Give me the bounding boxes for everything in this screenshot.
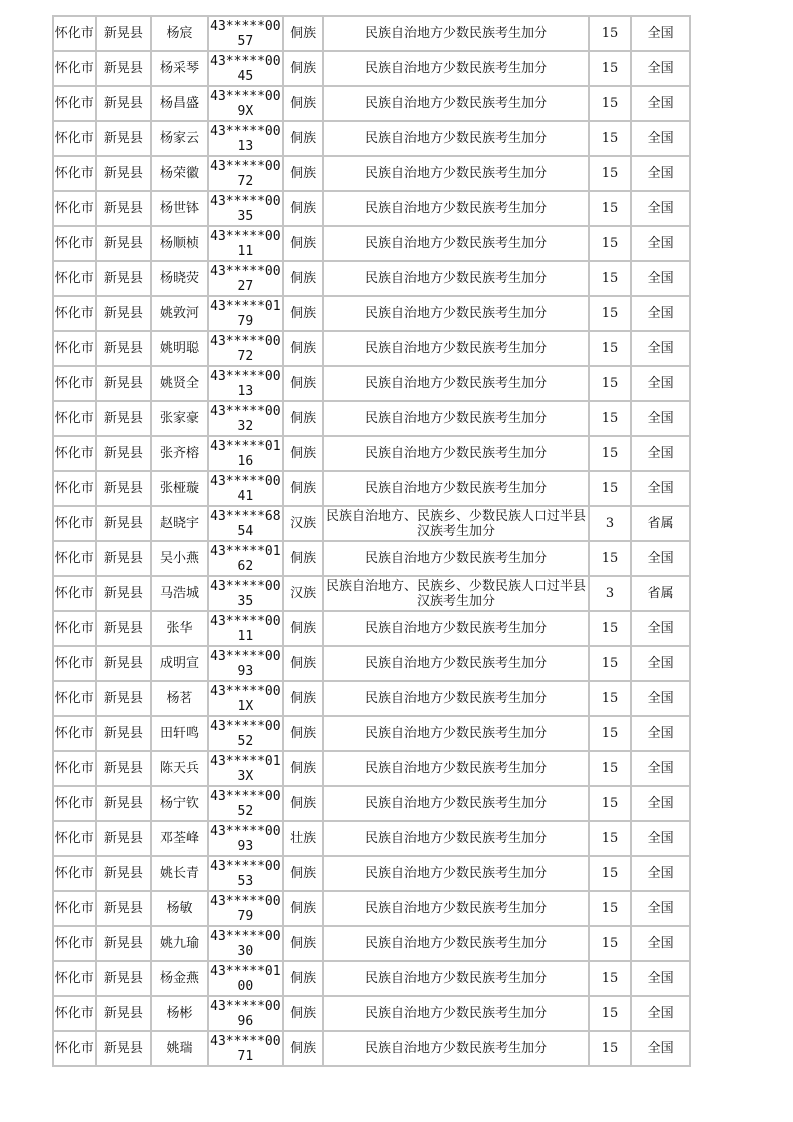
cell-bonus-reason: 民族自治地方少数民族考生加分 — [324, 542, 587, 575]
cell-ethnicity: 侗族 — [284, 87, 322, 120]
cell-ethnicity: 侗族 — [284, 262, 322, 295]
cell-bonus-points: 15 — [590, 227, 631, 260]
cell-bonus-reason: 民族自治地方少数民族考生加分 — [324, 52, 587, 85]
cell-name: 张华 — [152, 612, 207, 645]
cell-city: 怀化市 — [54, 87, 95, 120]
cell-bonus-points: 15 — [590, 367, 631, 400]
cell-county: 新晃县 — [97, 542, 151, 575]
cell-id-number: 43*****0027 — [210, 263, 281, 294]
cell-bonus-reason: 民族自治地方少数民族考生加分 — [324, 227, 587, 260]
cell-bonus-points: 3 — [590, 507, 631, 540]
cell-bonus-points: 15 — [590, 682, 631, 715]
cell-ethnicity: 侗族 — [284, 962, 322, 995]
cell-ethnicity: 侗族 — [284, 472, 322, 505]
cell-bonus-reason: 民族自治地方少数民族考生加分 — [324, 437, 587, 470]
cell-bonus-reason: 民族自治地方少数民族考生加分 — [324, 612, 587, 645]
table-row — [54, 367, 689, 400]
table-row — [54, 262, 689, 295]
cell-county: 新晃县 — [97, 122, 151, 155]
cell-city: 怀化市 — [54, 997, 95, 1030]
cell-id-number: 43*****0057 — [210, 18, 281, 49]
cell-bonus-points: 15 — [590, 437, 631, 470]
cell-scope: 全国 — [632, 1032, 689, 1065]
cell-name: 杨彬 — [152, 997, 207, 1030]
cell-bonus-points: 15 — [590, 752, 631, 785]
cell-county: 新晃县 — [97, 297, 151, 330]
cell-id-number: 43*****0013 — [210, 368, 281, 399]
table-row — [54, 857, 689, 890]
cell-bonus-reason: 民族自治地方少数民族考生加分 — [324, 1032, 587, 1065]
cell-id-number: 43*****0100 — [210, 963, 281, 994]
cell-ethnicity: 侗族 — [284, 927, 322, 960]
cell-ethnicity: 侗族 — [284, 17, 322, 50]
cell-scope: 全国 — [632, 52, 689, 85]
table-row — [54, 122, 689, 155]
cell-county: 新晃县 — [97, 1032, 151, 1065]
cell-county: 新晃县 — [97, 402, 151, 435]
cell-bonus-reason: 民族自治地方少数民族考生加分 — [324, 787, 587, 820]
cell-name: 张家豪 — [152, 402, 207, 435]
cell-scope: 全国 — [632, 542, 689, 575]
bonus-points-table-page — [52, 15, 691, 1067]
cell-id-number: 43*****0093 — [210, 648, 281, 679]
cell-id-number: 43*****0093 — [210, 823, 281, 854]
cell-name: 杨宁钦 — [152, 787, 207, 820]
cell-name: 张桠璇 — [152, 472, 207, 505]
bonus-points-table — [52, 15, 691, 1067]
table-row — [54, 402, 689, 435]
cell-name: 杨金燕 — [152, 962, 207, 995]
cell-city: 怀化市 — [54, 927, 95, 960]
cell-city: 怀化市 — [54, 437, 95, 470]
cell-city: 怀化市 — [54, 542, 95, 575]
table-row — [54, 52, 689, 85]
cell-scope: 全国 — [632, 472, 689, 505]
cell-id-number: 43*****0079 — [210, 893, 281, 924]
cell-id-number: 43*****0011 — [210, 228, 281, 259]
table-row — [54, 577, 689, 610]
cell-ethnicity: 侗族 — [284, 647, 322, 680]
cell-ethnicity: 侗族 — [284, 367, 322, 400]
cell-bonus-reason: 民族自治地方少数民族考生加分 — [324, 17, 587, 50]
cell-bonus-reason: 民族自治地方少数民族考生加分 — [324, 717, 587, 750]
cell-scope: 省属 — [632, 577, 689, 610]
cell-name: 姚九瑜 — [152, 927, 207, 960]
cell-bonus-reason: 民族自治地方少数民族考生加分 — [324, 122, 587, 155]
cell-city: 怀化市 — [54, 52, 95, 85]
cell-city: 怀化市 — [54, 857, 95, 890]
cell-id-number: 43*****013X — [210, 753, 281, 784]
cell-id-number: 43*****0116 — [210, 438, 281, 469]
table-row — [54, 17, 689, 50]
cell-bonus-reason: 民族自治地方少数民族考生加分 — [324, 927, 587, 960]
cell-county: 新晃县 — [97, 507, 151, 540]
cell-city: 怀化市 — [54, 157, 95, 190]
table-row — [54, 962, 689, 995]
cell-id-number: 43*****0052 — [210, 788, 281, 819]
cell-bonus-reason: 民族自治地方少数民族考生加分 — [324, 367, 587, 400]
cell-county: 新晃县 — [97, 367, 151, 400]
cell-scope: 全国 — [632, 997, 689, 1030]
cell-name: 杨晓荧 — [152, 262, 207, 295]
cell-city: 怀化市 — [54, 332, 95, 365]
cell-city: 怀化市 — [54, 227, 95, 260]
cell-scope: 全国 — [632, 752, 689, 785]
cell-scope: 全国 — [632, 647, 689, 680]
table-row — [54, 437, 689, 470]
cell-scope: 全国 — [632, 17, 689, 50]
cell-ethnicity: 侗族 — [284, 542, 322, 575]
cell-bonus-points: 15 — [590, 892, 631, 925]
cell-county: 新晃县 — [97, 927, 151, 960]
table-row — [54, 1032, 689, 1065]
cell-ethnicity: 侗族 — [284, 157, 322, 190]
cell-name: 邓荃峰 — [152, 822, 207, 855]
cell-name: 杨顺桢 — [152, 227, 207, 260]
cell-ethnicity: 侗族 — [284, 997, 322, 1030]
cell-bonus-reason: 民族自治地方少数民族考生加分 — [324, 892, 587, 925]
cell-name: 姚敦河 — [152, 297, 207, 330]
cell-county: 新晃县 — [97, 787, 151, 820]
cell-ethnicity: 侗族 — [284, 402, 322, 435]
cell-county: 新晃县 — [97, 612, 151, 645]
cell-bonus-points: 15 — [590, 717, 631, 750]
cell-ethnicity: 壮族 — [284, 822, 322, 855]
cell-name: 姚贤全 — [152, 367, 207, 400]
cell-ethnicity: 侗族 — [284, 682, 322, 715]
cell-bonus-reason: 民族自治地方、民族乡、少数民族人口过半县汉族考生加分 — [326, 508, 587, 539]
cell-county: 新晃县 — [97, 332, 151, 365]
cell-bonus-points: 15 — [590, 1032, 631, 1065]
cell-ethnicity: 侗族 — [284, 1032, 322, 1065]
cell-bonus-points: 15 — [590, 157, 631, 190]
cell-bonus-reason: 民族自治地方少数民族考生加分 — [324, 192, 587, 225]
cell-name: 成明宣 — [152, 647, 207, 680]
cell-scope: 全国 — [632, 192, 689, 225]
cell-id-number: 43*****0011 — [210, 613, 281, 644]
cell-city: 怀化市 — [54, 752, 95, 785]
cell-scope: 全国 — [632, 297, 689, 330]
cell-city: 怀化市 — [54, 1032, 95, 1065]
cell-county: 新晃县 — [97, 647, 151, 680]
cell-ethnicity: 汉族 — [284, 507, 322, 540]
cell-id-number: 43*****009X — [210, 88, 281, 119]
cell-ethnicity: 侗族 — [284, 332, 322, 365]
cell-bonus-reason: 民族自治地方少数民族考生加分 — [324, 402, 587, 435]
cell-id-number: 43*****0041 — [210, 473, 281, 504]
cell-bonus-reason: 民族自治地方少数民族考生加分 — [324, 752, 587, 785]
cell-county: 新晃县 — [97, 472, 151, 505]
cell-bonus-reason: 民族自治地方少数民族考生加分 — [324, 857, 587, 890]
cell-county: 新晃县 — [97, 17, 151, 50]
cell-scope: 全国 — [632, 962, 689, 995]
cell-ethnicity: 侗族 — [284, 52, 322, 85]
cell-scope: 全国 — [632, 682, 689, 715]
cell-name: 姚瑞 — [152, 1032, 207, 1065]
cell-name: 吴小燕 — [152, 542, 207, 575]
cell-bonus-points: 15 — [590, 612, 631, 645]
cell-bonus-reason: 民族自治地方少数民族考生加分 — [324, 647, 587, 680]
cell-county: 新晃县 — [97, 157, 151, 190]
table-row — [54, 927, 689, 960]
cell-city: 怀化市 — [54, 472, 95, 505]
cell-county: 新晃县 — [97, 262, 151, 295]
cell-city: 怀化市 — [54, 367, 95, 400]
cell-ethnicity: 侗族 — [284, 717, 322, 750]
table-body — [54, 17, 689, 1065]
table-row — [54, 647, 689, 680]
cell-city: 怀化市 — [54, 682, 95, 715]
cell-scope: 全国 — [632, 332, 689, 365]
cell-name: 杨敏 — [152, 892, 207, 925]
cell-bonus-reason: 民族自治地方少数民族考生加分 — [324, 682, 587, 715]
cell-bonus-points: 15 — [590, 542, 631, 575]
cell-bonus-points: 15 — [590, 787, 631, 820]
cell-scope: 全国 — [632, 892, 689, 925]
cell-scope: 全国 — [632, 262, 689, 295]
cell-bonus-reason: 民族自治地方少数民族考生加分 — [324, 262, 587, 295]
cell-county: 新晃县 — [97, 192, 151, 225]
cell-ethnicity: 侗族 — [284, 752, 322, 785]
cell-name: 陈天兵 — [152, 752, 207, 785]
cell-city: 怀化市 — [54, 787, 95, 820]
cell-bonus-points: 15 — [590, 192, 631, 225]
cell-bonus-reason: 民族自治地方少数民族考生加分 — [324, 87, 587, 120]
cell-bonus-points: 15 — [590, 17, 631, 50]
cell-name: 张齐榕 — [152, 437, 207, 470]
cell-id-number: 43*****0096 — [210, 998, 281, 1029]
cell-city: 怀化市 — [54, 122, 95, 155]
table-row — [54, 507, 689, 540]
table-row — [54, 297, 689, 330]
cell-city: 怀化市 — [54, 962, 95, 995]
table-row — [54, 717, 689, 750]
cell-bonus-reason: 民族自治地方少数民族考生加分 — [324, 157, 587, 190]
table-row — [54, 542, 689, 575]
cell-id-number: 43*****0032 — [210, 403, 281, 434]
cell-bonus-points: 15 — [590, 927, 631, 960]
cell-name: 姚明聪 — [152, 332, 207, 365]
cell-id-number: 43*****0030 — [210, 928, 281, 959]
table-row — [54, 192, 689, 225]
cell-bonus-points: 15 — [590, 822, 631, 855]
cell-bonus-reason: 民族自治地方少数民族考生加分 — [324, 332, 587, 365]
table-row — [54, 682, 689, 715]
cell-id-number: 43*****6854 — [210, 508, 281, 539]
cell-name: 杨家云 — [152, 122, 207, 155]
cell-city: 怀化市 — [54, 822, 95, 855]
cell-ethnicity: 侗族 — [284, 437, 322, 470]
cell-bonus-points: 15 — [590, 962, 631, 995]
cell-id-number: 43*****0179 — [210, 298, 281, 329]
cell-scope: 全国 — [632, 857, 689, 890]
cell-name: 赵晓宇 — [152, 507, 207, 540]
cell-id-number: 43*****0162 — [210, 543, 281, 574]
cell-bonus-points: 15 — [590, 402, 631, 435]
cell-bonus-reason: 民族自治地方少数民族考生加分 — [324, 472, 587, 505]
cell-scope: 全国 — [632, 367, 689, 400]
cell-bonus-reason: 民族自治地方少数民族考生加分 — [324, 962, 587, 995]
cell-county: 新晃县 — [97, 577, 151, 610]
cell-id-number: 43*****0072 — [210, 158, 281, 189]
cell-bonus-points: 15 — [590, 997, 631, 1030]
cell-county: 新晃县 — [97, 682, 151, 715]
cell-city: 怀化市 — [54, 297, 95, 330]
cell-ethnicity: 侗族 — [284, 857, 322, 890]
cell-bonus-reason: 民族自治地方、民族乡、少数民族人口过半县汉族考生加分 — [326, 578, 587, 609]
cell-city: 怀化市 — [54, 612, 95, 645]
cell-scope: 全国 — [632, 227, 689, 260]
cell-scope: 全国 — [632, 927, 689, 960]
cell-city: 怀化市 — [54, 717, 95, 750]
table-row — [54, 332, 689, 365]
cell-bonus-reason: 民族自治地方少数民族考生加分 — [324, 997, 587, 1030]
cell-scope: 省属 — [632, 507, 689, 540]
cell-county: 新晃县 — [97, 892, 151, 925]
cell-county: 新晃县 — [97, 437, 151, 470]
cell-id-number: 43*****0035 — [210, 193, 281, 224]
cell-name: 杨宸 — [152, 17, 207, 50]
table-row — [54, 612, 689, 645]
cell-ethnicity: 侗族 — [284, 892, 322, 925]
cell-county: 新晃县 — [97, 717, 151, 750]
table-row — [54, 87, 689, 120]
cell-bonus-points: 15 — [590, 262, 631, 295]
cell-name: 马浩城 — [152, 577, 207, 610]
cell-city: 怀化市 — [54, 262, 95, 295]
cell-city: 怀化市 — [54, 17, 95, 50]
cell-county: 新晃县 — [97, 87, 151, 120]
cell-bonus-points: 15 — [590, 857, 631, 890]
cell-name: 姚长青 — [152, 857, 207, 890]
cell-name: 杨昌盛 — [152, 87, 207, 120]
cell-scope: 全国 — [632, 122, 689, 155]
cell-id-number: 43*****0052 — [210, 718, 281, 749]
cell-county: 新晃县 — [97, 857, 151, 890]
cell-city: 怀化市 — [54, 192, 95, 225]
cell-county: 新晃县 — [97, 822, 151, 855]
cell-ethnicity: 侗族 — [284, 192, 322, 225]
cell-city: 怀化市 — [54, 577, 95, 610]
cell-id-number: 43*****001X — [210, 683, 281, 714]
cell-ethnicity: 侗族 — [284, 227, 322, 260]
cell-bonus-points: 15 — [590, 472, 631, 505]
cell-id-number: 43*****0013 — [210, 123, 281, 154]
cell-bonus-points: 15 — [590, 647, 631, 680]
cell-name: 田轩鸣 — [152, 717, 207, 750]
cell-county: 新晃县 — [97, 52, 151, 85]
cell-scope: 全国 — [632, 437, 689, 470]
cell-scope: 全国 — [632, 402, 689, 435]
cell-bonus-points: 15 — [590, 122, 631, 155]
cell-county: 新晃县 — [97, 997, 151, 1030]
cell-city: 怀化市 — [54, 402, 95, 435]
cell-city: 怀化市 — [54, 507, 95, 540]
cell-bonus-points: 15 — [590, 87, 631, 120]
cell-bonus-points: 15 — [590, 297, 631, 330]
cell-id-number: 43*****0045 — [210, 53, 281, 84]
cell-id-number: 43*****0035 — [210, 578, 281, 609]
cell-bonus-reason: 民族自治地方少数民族考生加分 — [324, 297, 587, 330]
table-row — [54, 472, 689, 505]
table-row — [54, 752, 689, 785]
cell-id-number: 43*****0071 — [210, 1033, 281, 1064]
cell-county: 新晃县 — [97, 752, 151, 785]
cell-scope: 全国 — [632, 157, 689, 190]
table-row — [54, 892, 689, 925]
table-row — [54, 157, 689, 190]
cell-county: 新晃县 — [97, 227, 151, 260]
cell-id-number: 43*****0053 — [210, 858, 281, 889]
cell-ethnicity: 侗族 — [284, 787, 322, 820]
cell-id-number: 43*****0072 — [210, 333, 281, 364]
cell-name: 杨茗 — [152, 682, 207, 715]
cell-ethnicity: 侗族 — [284, 297, 322, 330]
cell-scope: 全国 — [632, 612, 689, 645]
cell-scope: 全国 — [632, 787, 689, 820]
cell-ethnicity: 汉族 — [284, 577, 322, 610]
table-row — [54, 822, 689, 855]
cell-bonus-points: 15 — [590, 332, 631, 365]
cell-city: 怀化市 — [54, 647, 95, 680]
cell-scope: 全国 — [632, 87, 689, 120]
cell-bonus-points: 3 — [590, 577, 631, 610]
table-row — [54, 997, 689, 1030]
cell-scope: 全国 — [632, 822, 689, 855]
cell-county: 新晃县 — [97, 962, 151, 995]
table-row — [54, 787, 689, 820]
cell-name: 杨世钵 — [152, 192, 207, 225]
cell-scope: 全国 — [632, 717, 689, 750]
cell-bonus-reason: 民族自治地方少数民族考生加分 — [324, 822, 587, 855]
cell-name: 杨荣徽 — [152, 157, 207, 190]
cell-ethnicity: 侗族 — [284, 612, 322, 645]
table-row — [54, 227, 689, 260]
cell-name: 杨采琴 — [152, 52, 207, 85]
cell-city: 怀化市 — [54, 892, 95, 925]
cell-ethnicity: 侗族 — [284, 122, 322, 155]
cell-bonus-points: 15 — [590, 52, 631, 85]
